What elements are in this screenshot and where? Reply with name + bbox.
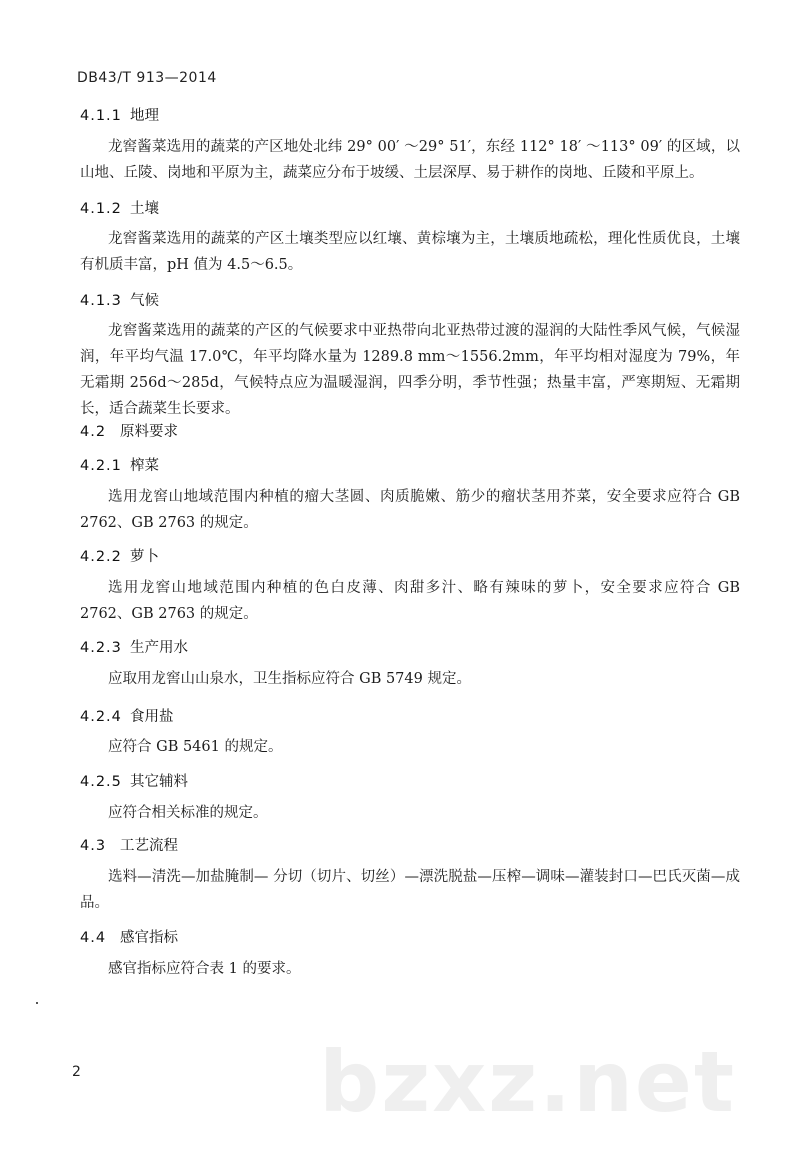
section-heading [80,420,178,441]
section-number: 4.1.2 [80,201,122,217]
section-number: 4.2.3 [80,640,122,656]
section-number: 4.2.2 [80,549,122,565]
section-heading [80,104,159,125]
section-paragraph: 感官指标应符合表 1 的要求。 [108,961,301,977]
section-paragraph: 龙窖酱菜选用的蔬菜的产区土壤类型应以红壤、黄棕壤为主，土壤质地疏松，理化性质优良，土壤有机质丰富，pH 值为 4.5～6.5。 [80,231,740,273]
section-number: 4.2.5 [80,774,122,790]
standard-code: DB43/T 913—2014 [77,70,217,86]
section-paragraph: 选料—清洗—加盐腌制— 分切（切片、切丝）—漂洗脱盐—压榨—调味—灌装封口—巴氏灭菌—成品。 [80,869,740,911]
section-heading [80,926,178,947]
section-title: 感官指标 [120,930,178,946]
section-heading [80,545,159,566]
section-title: 原料要求 [120,424,178,440]
section-paragraph: 应符合 GB 5461 的规定。 [108,739,283,755]
section-number: 4.2 [80,424,107,440]
section-paragraph: 龙窖酱菜选用的蔬菜的产区地处北纬 29° 00′ ～29° 51′，东经 112° 18′ ～113° 09′ 的区域，以山地、丘陵、岗地和平原为主，蔬菜应分布于坡缓、土层深厚、易于耕作的岗地、丘陵和平原上。 [80,139,740,181]
section-number: 4.4 [80,930,107,946]
section-paragraph: 应取用龙窖山山泉水，卫生指标应符合 GB 5749 规定。 [108,671,471,687]
section-title: 食用盐 [130,709,174,725]
section-number: 4.3 [80,838,107,854]
section-title: 生产用水 [130,640,188,656]
section-number: 4.2.4 [80,709,122,725]
section-heading [80,197,159,218]
section-number: 4.2.1 [80,458,122,474]
section-title: 气候 [130,293,159,309]
page-number: 2 [72,1064,81,1080]
section-paragraph: 选用龙窖山地域范围内种植的瘤大茎圆、肉质脆嫩、筋少的瘤状茎用芥菜，安全要求应符合 GB 2762、GB 2763 的规定。 [80,489,740,531]
section-title: 工艺流程 [120,838,178,854]
section-heading [80,636,188,657]
section-paragraph: 应符合相关标准的规定。 [108,805,268,821]
section-title: 萝卜 [130,549,159,565]
section-number: 4.1.1 [80,108,122,124]
section-title: 其它辅料 [130,774,188,790]
section-heading [80,705,174,726]
section-title: 榨菜 [130,458,159,474]
watermark: bzxz.net [319,1033,736,1131]
section-number: 4.1.3 [80,293,122,309]
section-paragraph: 龙窖酱菜选用的蔬菜的产区的气候要求中亚热带向北亚热带过渡的湿润的大陆性季风气候，气候湿润，年平均气温 17.0℃，年平均降水量为 1289.8 mm～1556.2mm，年平均相对湿度为 79%，年无霜期 256d～285d，气候特点应为温暖湿润，四季分明，季节性强；热量丰富，严寒期短、无霜期长，适合蔬菜生长要求。 [80,323,740,417]
section-heading [80,289,159,310]
section-heading [80,454,159,475]
section-heading [80,770,188,791]
section-heading [80,834,178,855]
scan-speck [36,1002,38,1004]
section-title: 地理 [130,108,159,124]
section-paragraph: 选用龙窖山地域范围内种植的色白皮薄、肉甜多汁、略有辣味的萝卜，安全要求应符合 GB 2762、GB 2763 的规定。 [80,580,740,622]
section-title: 土壤 [130,201,159,217]
